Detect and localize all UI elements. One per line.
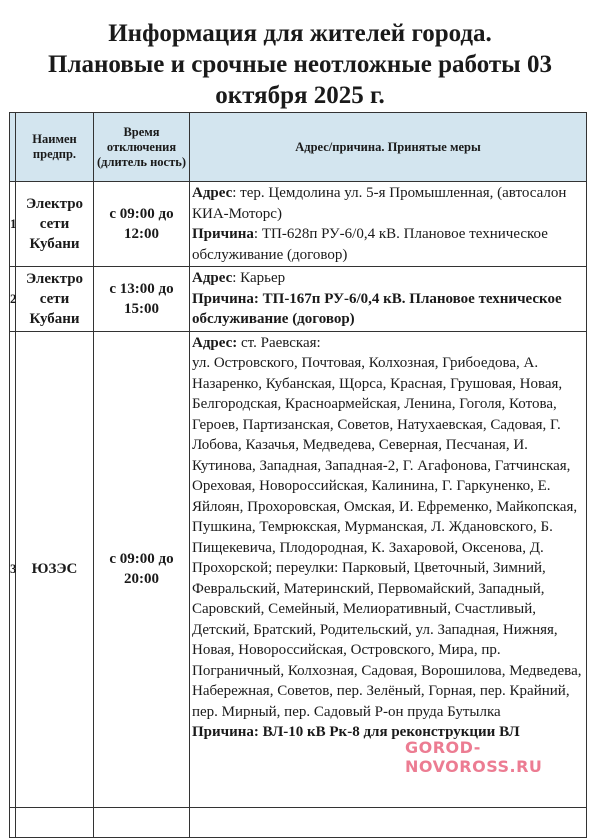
outage-time: с 09:00 до 20:00 [94,331,190,807]
table-row [10,182,587,267]
table-row [10,331,587,807]
company-name: ЮЗЭС [16,331,94,807]
page-title: Информация для жителей города. Плановые и срочные неотложные работы 03 октября 2025 г. [48,20,552,109]
header-name: Наимен предпр. [16,113,94,182]
row-number: 3 [10,331,16,807]
outage-table [9,112,587,838]
watermark: GOROD-NOVOROSS.RU [405,738,543,776]
header-address: Адрес/причина. Принятые меры [190,113,587,182]
address-reason: Адрес: Карьер Причина: ТП-167п РУ-6/0,4 кВ. Плановое техническое обслуживание (договор) [190,267,587,332]
table-header-row [10,113,587,182]
row-number: 1 [10,182,16,267]
outage-time: с 09:00 до 12:00 [94,182,190,267]
address-reason: Адрес: ст. Раевская: ул. Островского, Почтовая, Колхозная, Грибоедова, А. Назаренко, Кубанская, Щорса, Красная, Грушовая, Новая, Белгородская, Красноармейская, Ленина, Гоголя, Котова, Героев, Партизанская, Советов, Натухаевская, Садовая, Г. Лобова, Казачья, Медведева, Северная, Песчаная, И. Кутинова, Западная, Западная-2, Г. Агафонова, Гатчинская, Ореховая, Новороссийская, Калинина, Г. Гаркуненко, Е. Яйлоян, Прохоровская, Омская, И. Ефременко, Майкопская, Пушкина, Темрюкская, Мурманская, Л. Ждановского, Б. Пищекевича, Плодородная, К. Захаровой, Оксенова, Д. Прохорской; переулки: Парковый, Цветочный, Зимний, Февральский, Материнский, Первомайский, Западный, Саровский, Семейный, Мелиоративный, Счастливый, Детский, Братский, Родительский, ул. Западная, Нижняя, Новая, Новороссийская, Островского, Мира, пр. Пограничный, Колхозная, Садовая, Ворошилова, Медведева, Набережная, Советов, пер. Зелёный, Горная, пер. Крайний, пер. Мирный, пер. Садовый Р-он пруда Бутылка Причина: ВЛ-10 кВ Рк-8 для реконструкции ВЛ [190,331,587,807]
table-row [10,267,587,332]
header-time: Время отключения (длитель ность) [94,113,190,182]
company-name: Электро сети Кубани [16,182,94,267]
outage-time: с 13:00 до 15:00 [94,267,190,332]
company-name: Электро сети Кубани [16,267,94,332]
row-number: 2 [10,267,16,332]
table-row [10,807,587,837]
street-list: ул. Островского, Почтовая, Колхозная, Грибоедова, А. Назаренко, Кубанская, Щорса, Красная, Грушовая, Новая, Белгородская, Красноармейская, Ленина, Гоголя, Котова, Героев, Партизанская, Советов, Натухаевская, Садовая, Г. Лобова, Казачья, Медведева, Северная, Песчаная, И. Кутинова, Западная, Западная-2, Г. Агафонова, Гатчинская, Ореховая, Новороссийская, Калинина, Г. Гаркуненко, Е. Яйлоян, Прохоровская, Омская, И. Ефременко, Майкопская, Пушкина, Темрюкская, Мурманская, Л. Ждановского, Б. Пищекевича, Плодородная, К. Захаровой, Оксенова, Д. Прохорской; переулки: Парковый, Цветочный, Зимний, Февральский, Материнский, Первомайский, Западный, Саровский, Семейный, Мелиоративный, Счастливый, Детский, Братский, Родительский, ул. Западная, Нижняя, Новая, Новороссийская, Островского, Мира, пр. Пограничный, Колхозная, Садовая, Ворошилова, Медведева, Набережная, Советов, пер. Зелёный, Горная, пер. Крайний, пер. Мирный, пер. Садовый Р-он пруда Бутылка [192,355,582,720]
address-reason: Адрес: тер. Цемдолина ул. 5-я Промышленная, (автосалон КИА-Моторс) Причина: ТП-628п РУ-6/0,4 кВ. Плановое техническое обслуживание (договор) [190,182,587,267]
